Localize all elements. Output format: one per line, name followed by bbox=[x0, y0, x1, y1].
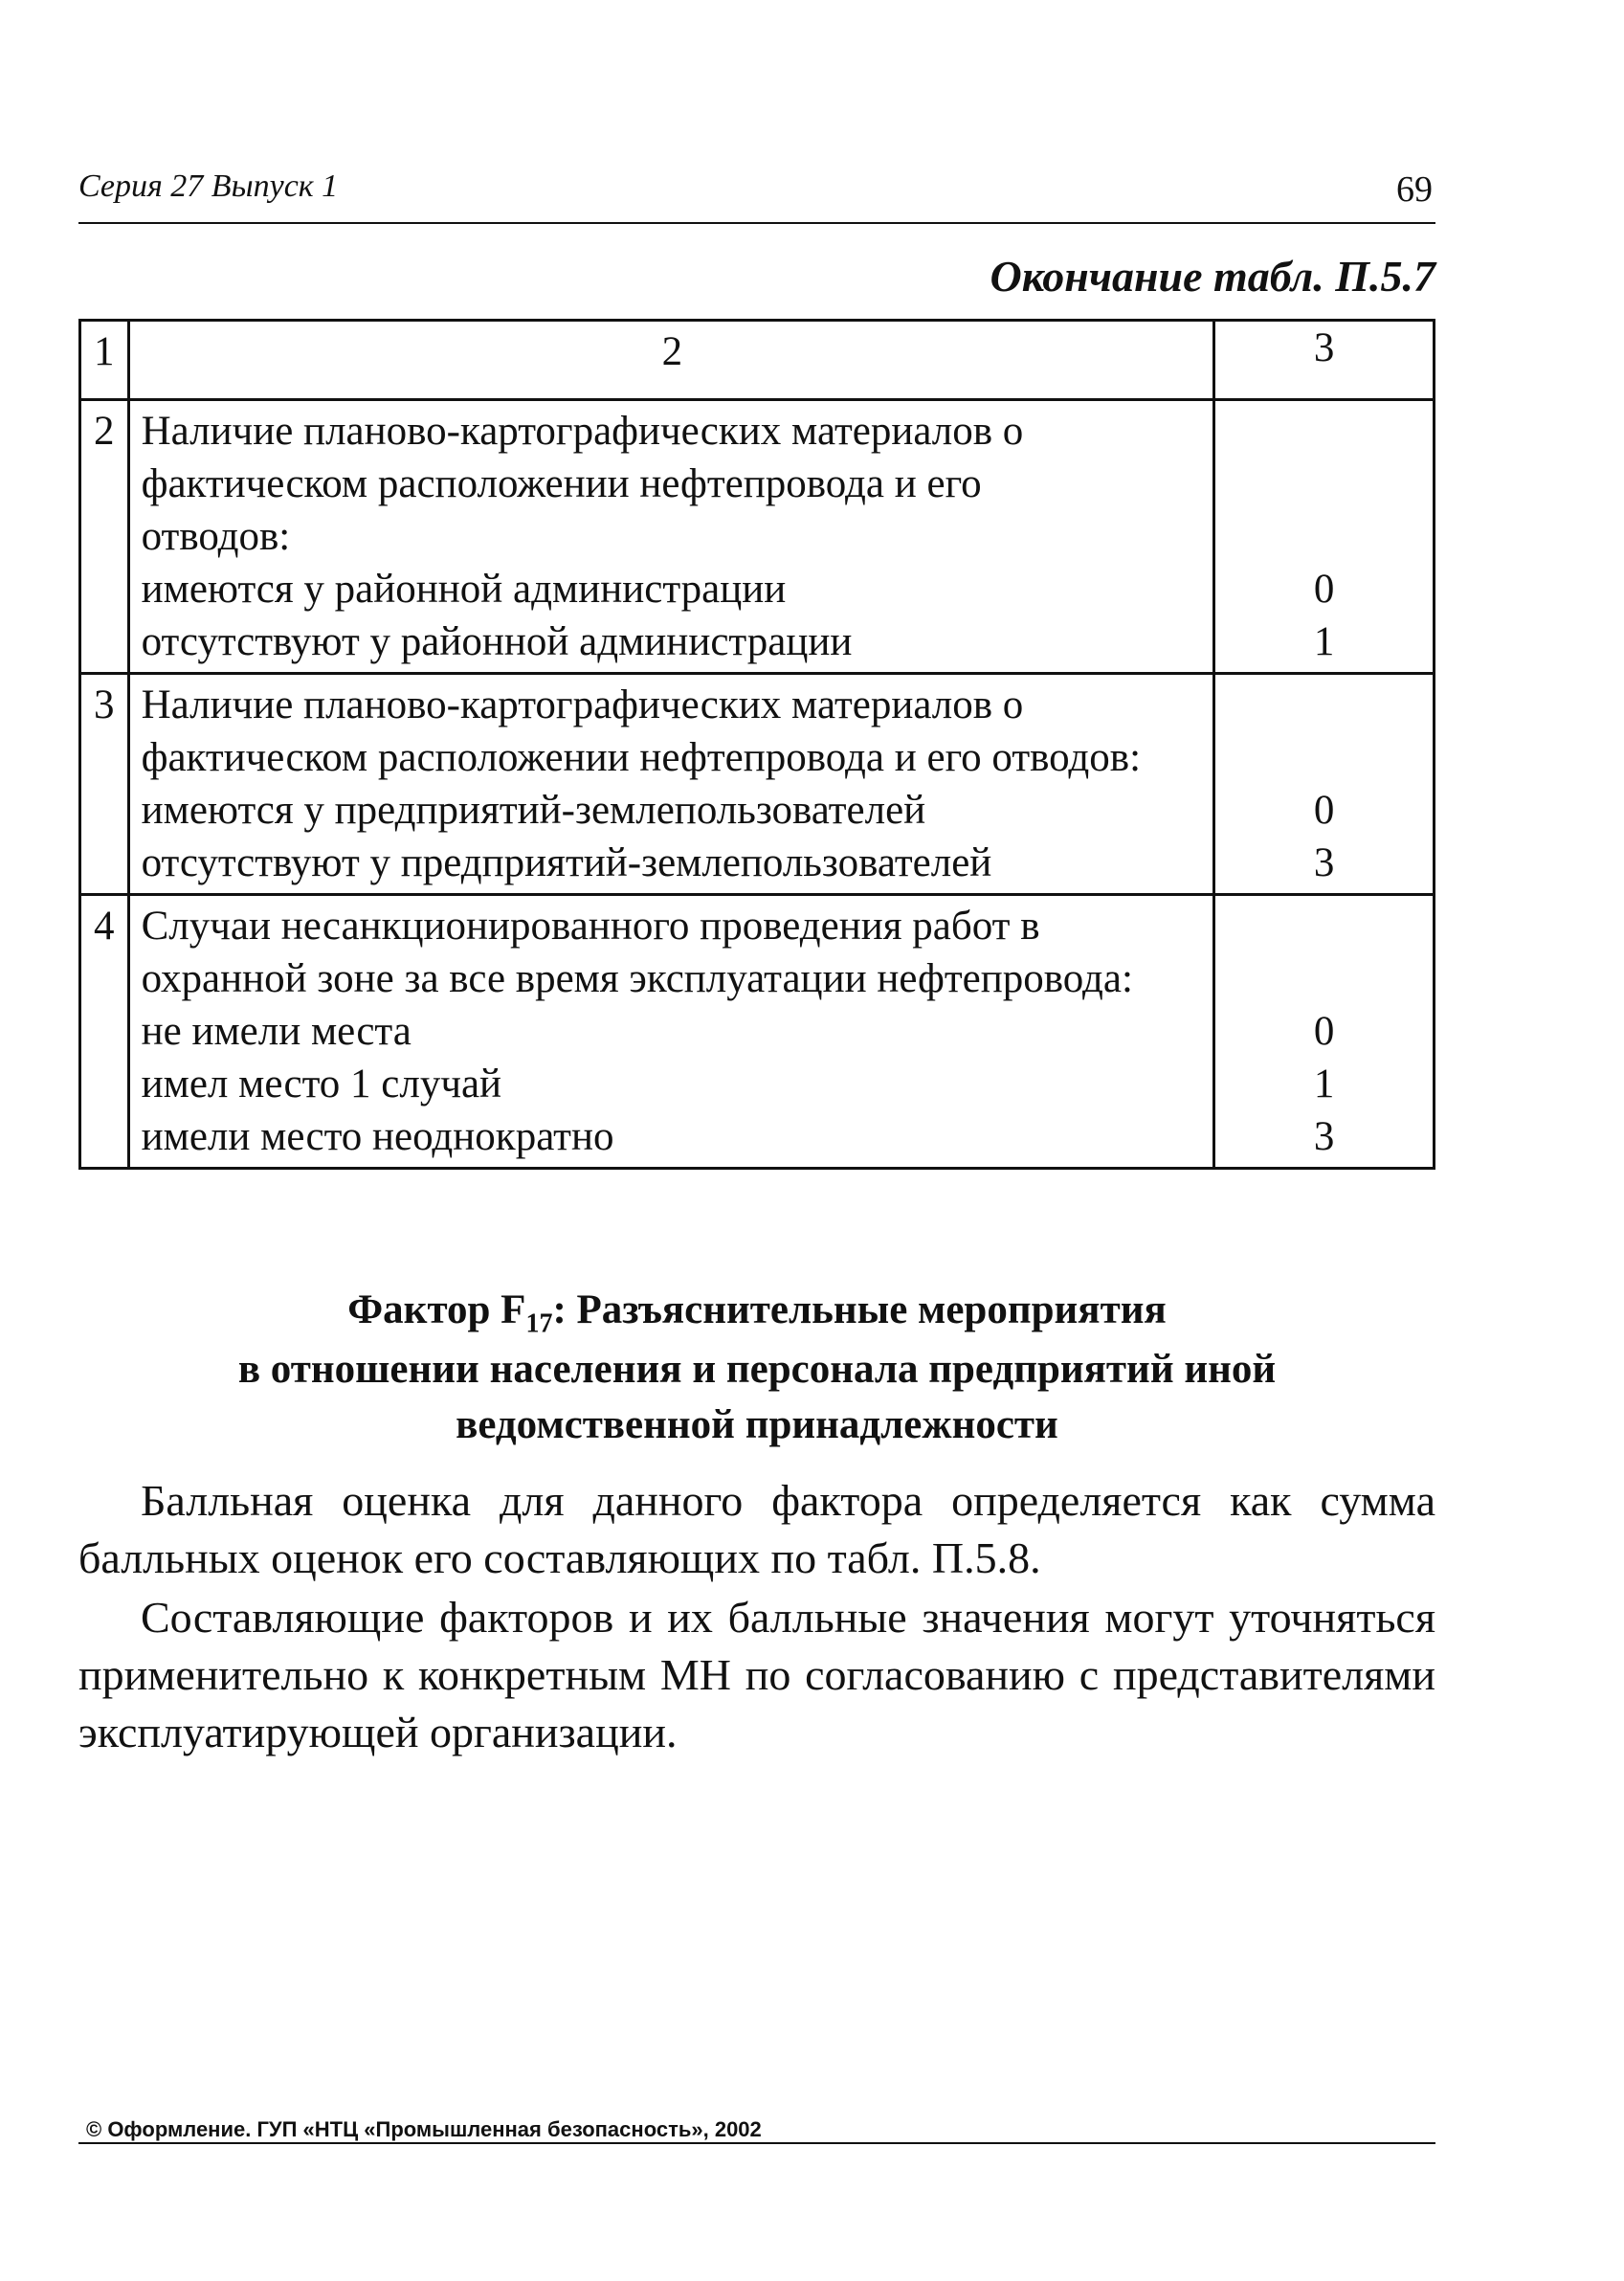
row-line: Наличие планово-картографических материалов о bbox=[141, 409, 1024, 454]
row-description bbox=[128, 895, 1214, 1169]
heading-line-2: в отношении населения и персонала предприятий иной bbox=[237, 1347, 1277, 1393]
page-number: 69 bbox=[1396, 169, 1433, 210]
score-value: 0 bbox=[1313, 1009, 1335, 1055]
table-header-row bbox=[80, 321, 1435, 400]
paragraph-1: Балльная оценка для данного фактора определяется как сумма балльных оценок его составляющих по табл. П.5.8. bbox=[78, 1476, 1435, 1582]
row-line: фактическом расположении нефтепровода и его bbox=[141, 461, 982, 507]
score-value: 0 bbox=[1313, 788, 1335, 834]
score-value: 3 bbox=[1313, 1114, 1335, 1160]
section-heading bbox=[78, 1283, 1435, 1453]
row-number: 3 bbox=[80, 674, 129, 895]
score-value bbox=[1215, 405, 1433, 458]
header-divider bbox=[78, 222, 1435, 224]
row-scores bbox=[1214, 895, 1435, 1169]
table-row bbox=[80, 400, 1435, 674]
score-value bbox=[1215, 679, 1433, 731]
header-series: Серия 27 Выпуск 1 bbox=[78, 168, 339, 204]
heading-prefix: Фактор F bbox=[347, 1287, 526, 1332]
footer-divider bbox=[78, 2142, 1435, 2144]
score-table bbox=[78, 319, 1435, 1170]
row-line: Наличие планово-картографических материалов о bbox=[141, 682, 1024, 728]
score-value bbox=[1215, 900, 1433, 952]
row-line: Случаи несанкционированного проведения работ в bbox=[141, 904, 1040, 950]
row-description bbox=[128, 400, 1214, 674]
table-row bbox=[80, 674, 1435, 895]
row-line: отводов: bbox=[141, 514, 291, 560]
score-value bbox=[1215, 952, 1433, 1005]
row-line: не имели места bbox=[141, 1009, 412, 1055]
row-line: отсутствуют у предприятий-землепользователей bbox=[141, 840, 992, 886]
score-value bbox=[1215, 731, 1433, 784]
score-value bbox=[1215, 510, 1433, 563]
footer-copyright: © Оформление. ГУП «НТЦ «Промышленная безопасность», 2002 bbox=[86, 2117, 762, 2141]
row-line: имеются у районной администрации bbox=[141, 567, 787, 613]
paragraph-2: Составляющие факторов и их балльные значения могут уточняться применительно к конкретным МН по согласованию с представителями эксплуатирующей организации. bbox=[78, 1593, 1435, 1756]
heading-subscript: 17 bbox=[525, 1308, 553, 1339]
heading-suffix: : Разъяснительные мероприятия bbox=[552, 1287, 1167, 1332]
score-value: 1 bbox=[1313, 619, 1335, 665]
score-value: 1 bbox=[1313, 1062, 1335, 1107]
score-value: 0 bbox=[1313, 567, 1335, 613]
row-number: 4 bbox=[80, 895, 129, 1169]
col-header-1: 1 bbox=[80, 321, 129, 400]
heading-line-1 bbox=[78, 1283, 1435, 1342]
table-row bbox=[80, 895, 1435, 1169]
row-line: имели место неоднократно bbox=[141, 1114, 614, 1160]
row-description bbox=[128, 674, 1214, 895]
score-value bbox=[1215, 458, 1433, 510]
row-number: 2 bbox=[80, 400, 129, 674]
score-value: 3 bbox=[1313, 840, 1335, 886]
heading-line-3: ведомственной принадлежности bbox=[456, 1402, 1058, 1448]
row-line: имел место 1 случай bbox=[141, 1062, 502, 1107]
table-caption: Окончание табл. П.5.7 bbox=[990, 252, 1435, 301]
row-scores bbox=[1214, 674, 1435, 895]
row-line: фактическом расположении нефтепровода и его отводов: bbox=[141, 735, 1142, 781]
col-header-3: 3 bbox=[1214, 321, 1435, 400]
row-line: охранной зоне за все время эксплуатации нефтепровода: bbox=[141, 956, 1133, 1002]
col-header-2: 2 bbox=[128, 321, 1214, 400]
row-scores bbox=[1214, 400, 1435, 674]
row-line: отсутствуют у районной администрации bbox=[141, 619, 853, 665]
row-line: имеются у предприятий-землепользователей bbox=[141, 788, 926, 834]
